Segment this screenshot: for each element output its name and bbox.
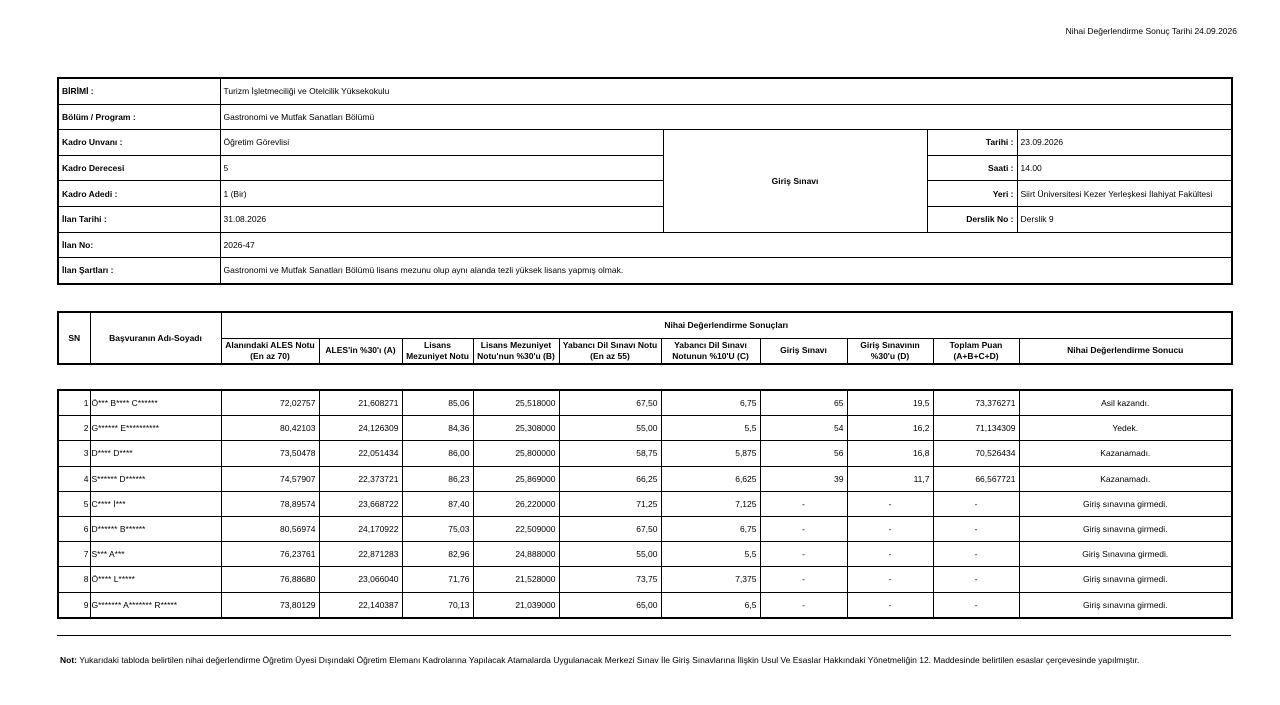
row-sn: 1 [58,390,90,416]
row-giris: 56 [760,441,847,466]
row-sn: 8 [58,567,90,592]
birimi-label: BİRİMİ : [58,78,220,104]
row-giris-30: 11,7 [847,466,933,491]
col-header: Alanındaki ALES Notu (En az 70) [221,338,319,364]
result-date: Nihai Değerlendirme Sonuç Tarihi 24.09.2026 [1065,26,1237,36]
ilan-sartlari-label: İlan Şartları : [58,258,220,284]
row-name: D**** D**** [90,441,221,466]
tarihi-label: Tarihi : [927,130,1017,156]
row-toplam: 71,134309 [933,416,1019,441]
row-giris-30: 19,5 [847,390,933,416]
sn-header: SN [58,312,90,364]
position-info-table [57,77,1233,285]
divider [57,635,1231,636]
row-sonuc: Kazanamadı. [1019,466,1232,491]
row-name: G******* A******* R***** [90,592,221,618]
row-toplam: 66,567721 [933,466,1019,491]
kadro-adedi-label: Kadro Adedi : [58,181,220,207]
row-dil-10: 7,125 [661,491,760,516]
row-dil: 73,75 [559,567,661,592]
bolum-label: Bölüm / Program : [58,104,220,130]
row-dil: 58,75 [559,441,661,466]
info-row-kadro-unvani [58,130,1232,156]
note-label: Not: [60,655,77,665]
row-giris: - [760,592,847,618]
row-giris: - [760,542,847,567]
row-toplam: - [933,516,1019,541]
row-lisans: 82,96 [402,542,473,567]
row-lisans: 86,23 [402,466,473,491]
table-row [58,390,1232,416]
row-lisans-30: 22,509000 [473,516,559,541]
row-name: S****** D****** [90,466,221,491]
col-header: Yabancı Dil Sınavı Notunun %10'U (C) [661,338,760,364]
row-sonuc: Giriş sınavına girmedi. [1019,567,1232,592]
info-row-ilan-sartlari [58,258,1232,284]
group-header: Nihai Değerlendirme Sonuçları [221,312,1232,338]
results-header-row-1 [58,312,1232,338]
row-name: Ö**** L***** [90,567,221,592]
row-giris: 54 [760,416,847,441]
row-toplam: - [933,542,1019,567]
kadro-derecesi-label: Kadro Derecesi [58,155,220,181]
row-sonuc: Yedek. [1019,416,1232,441]
info-row-birimi [58,78,1232,104]
row-lisans: 86,00 [402,441,473,466]
row-toplam: - [933,491,1019,516]
row-ales-30: 24,126309 [319,416,402,441]
saati-label: Saati : [927,155,1017,181]
row-lisans-30: 25,869000 [473,466,559,491]
row-lisans: 84,36 [402,416,473,441]
row-ales-30: 23,668722 [319,491,402,516]
table-row [58,466,1232,491]
row-giris: - [760,516,847,541]
ilan-tarihi-label: İlan Tarihi : [58,206,220,232]
row-giris-30: 16,2 [847,416,933,441]
row-dil: 55,00 [559,416,661,441]
ilan-tarihi-value: 31.08.2026 [220,206,663,232]
row-ales: 73,80129 [221,592,319,618]
row-sn: 4 [58,466,90,491]
col-header: Lisans Mezuniyet Notu'nun %30'u (B) [473,338,559,364]
row-ales-30: 24,170922 [319,516,402,541]
row-ales: 78,89574 [221,491,319,516]
results-header-row-2 [58,338,1232,364]
table-row [58,592,1232,618]
row-dil-10: 7,375 [661,567,760,592]
row-lisans: 71,76 [402,567,473,592]
exam-title: Giriş Sınavı [663,130,927,232]
row-sn: 9 [58,592,90,618]
row-lisans-30: 25,308000 [473,416,559,441]
yeri-value: Siirt Üniversitesi Kezer Yerleşkesi İlahiyat Fakültesi [1017,181,1232,207]
row-ales: 76,23761 [221,542,319,567]
row-ales-30: 22,871283 [319,542,402,567]
row-ales-30: 22,051434 [319,441,402,466]
row-sonuc: Giriş sınavına girmedi. [1019,491,1232,516]
row-lisans-30: 25,800000 [473,441,559,466]
row-dil-10: 6,625 [661,466,760,491]
row-dil-10: 5,5 [661,542,760,567]
col-header: Lisans Mezuniyet Notu [402,338,473,364]
row-dil: 71,25 [559,491,661,516]
row-toplam: 70,526434 [933,441,1019,466]
row-lisans-30: 21,039000 [473,592,559,618]
row-lisans: 87,40 [402,491,473,516]
row-sn: 2 [58,416,90,441]
info-row-kadro-adedi [58,181,1232,207]
row-sonuc: Giriş sınavına girmedi. [1019,592,1232,618]
row-dil-10: 6,75 [661,390,760,416]
table-row [58,491,1232,516]
derslik-value: Derslik 9 [1017,206,1232,232]
row-giris: - [760,491,847,516]
row-dil: 65,00 [559,592,661,618]
info-row-bolum [58,104,1232,130]
ilan-no-label: İlan No: [58,232,220,258]
yeri-label: Yeri : [927,181,1017,207]
row-giris-30: - [847,567,933,592]
row-lisans-30: 25,518000 [473,390,559,416]
row-dil-10: 6,5 [661,592,760,618]
row-ales: 80,56974 [221,516,319,541]
kadro-derecesi-value: 5 [220,155,663,181]
results-header-table [57,311,1233,365]
birimi-value: Turizm İşletmeciliği ve Otelcilik Yüksekokulu [220,78,1232,104]
footnote [60,655,1139,665]
kadro-unvani-label: Kadro Unvanı : [58,130,220,156]
row-toplam: - [933,592,1019,618]
info-row-ilan-tarihi [58,206,1232,232]
table-row [58,567,1232,592]
row-name: D****** B****** [90,516,221,541]
bolum-value: Gastronomi ve Mutfak Sanatları Bölümü [220,104,1232,130]
row-dil: 67,50 [559,390,661,416]
kadro-unvani-value: Öğretim Görevlisi [220,130,663,156]
row-dil: 67,50 [559,516,661,541]
tarihi-value: 23.09.2026 [1017,130,1232,156]
row-dil-10: 5,5 [661,416,760,441]
row-ales-30: 22,373721 [319,466,402,491]
name-header: Başvuranın Adı-Soyadı [90,312,221,364]
row-sonuc: Giriş Sınavına girmedi. [1019,542,1232,567]
row-ales-30: 22,140387 [319,592,402,618]
row-name: C**** İ*** [90,491,221,516]
row-giris-30: 16,8 [847,441,933,466]
row-name: S*** A*** [90,542,221,567]
row-sn: 7 [58,542,90,567]
row-giris: - [760,567,847,592]
row-lisans-30: 26,220000 [473,491,559,516]
info-row-kadro-derecesi [58,155,1232,181]
note-text: Yukarıdaki tabloda belirtilen nihai değerlendirme Öğretim Üyesi Dışındaki Öğretim Elemanı Kadrolarına Yapılacak Atamalarda Uygulanacak Merkezi Sınav İle Giriş Sınavlarına İlişkin Usul Ve Esaslar Hakkındaki Yönetmeliğin 12. Maddesinde belirtilen esaslar çerçevesinde yapılmıştır. [77,655,1140,665]
row-ales: 72,02757 [221,390,319,416]
row-ales-30: 23,066040 [319,567,402,592]
table-row [58,441,1232,466]
kadro-adedi-value: 1 (Bir) [220,181,663,207]
row-lisans: 75,03 [402,516,473,541]
col-header: Giriş Sınavının %30'u (D) [847,338,933,364]
row-toplam: 73,376271 [933,390,1019,416]
row-lisans-30: 21,528000 [473,567,559,592]
row-giris: 65 [760,390,847,416]
row-ales: 73,50478 [221,441,319,466]
row-giris: 39 [760,466,847,491]
row-name: G****** E********** [90,416,221,441]
row-sonuc: Kazanamadı. [1019,441,1232,466]
col-header: Giriş Sınavı [760,338,847,364]
row-sn: 3 [58,441,90,466]
col-header: Toplam Puan (A+B+C+D) [933,338,1019,364]
row-giris-30: - [847,592,933,618]
row-toplam: - [933,567,1019,592]
col-header: Yabancı Dil Sınavı Notu (En az 55) [559,338,661,364]
row-ales-30: 21,608271 [319,390,402,416]
col-header: ALES'in %30'ı (A) [319,338,402,364]
row-giris-30: - [847,491,933,516]
row-ales: 74,57907 [221,466,319,491]
col-header: Nihai Değerlendirme Sonucu [1019,338,1232,364]
row-ales: 76,88680 [221,567,319,592]
derslik-label: Derslik No : [927,206,1017,232]
results-table [57,389,1233,619]
row-dil: 66,25 [559,466,661,491]
row-ales: 80,42103 [221,416,319,441]
info-row-ilan-no [58,232,1232,258]
row-lisans-30: 24,888000 [473,542,559,567]
row-lisans: 85,06 [402,390,473,416]
table-row [58,542,1232,567]
table-row [58,416,1232,441]
row-giris-30: - [847,542,933,567]
row-giris-30: - [847,516,933,541]
row-name: Ö*** B**** C****** [90,390,221,416]
ilan-no-value: 2026-47 [220,232,1232,258]
row-dil: 55,00 [559,542,661,567]
row-sn: 5 [58,491,90,516]
row-lisans: 70,13 [402,592,473,618]
row-sn: 6 [58,516,90,541]
row-sonuc: Asil kazandı. [1019,390,1232,416]
row-sonuc: Giriş sınavına girmedi. [1019,516,1232,541]
ilan-sartlari-value: Gastronomi ve Mutfak Sanatları Bölümü lisans mezunu olup aynı alanda tezli yüksek lisans yapmış olmak. [220,258,1232,284]
saati-value: 14.00 [1017,155,1232,181]
row-dil-10: 6,75 [661,516,760,541]
table-row [58,516,1232,541]
row-dil-10: 5,875 [661,441,760,466]
